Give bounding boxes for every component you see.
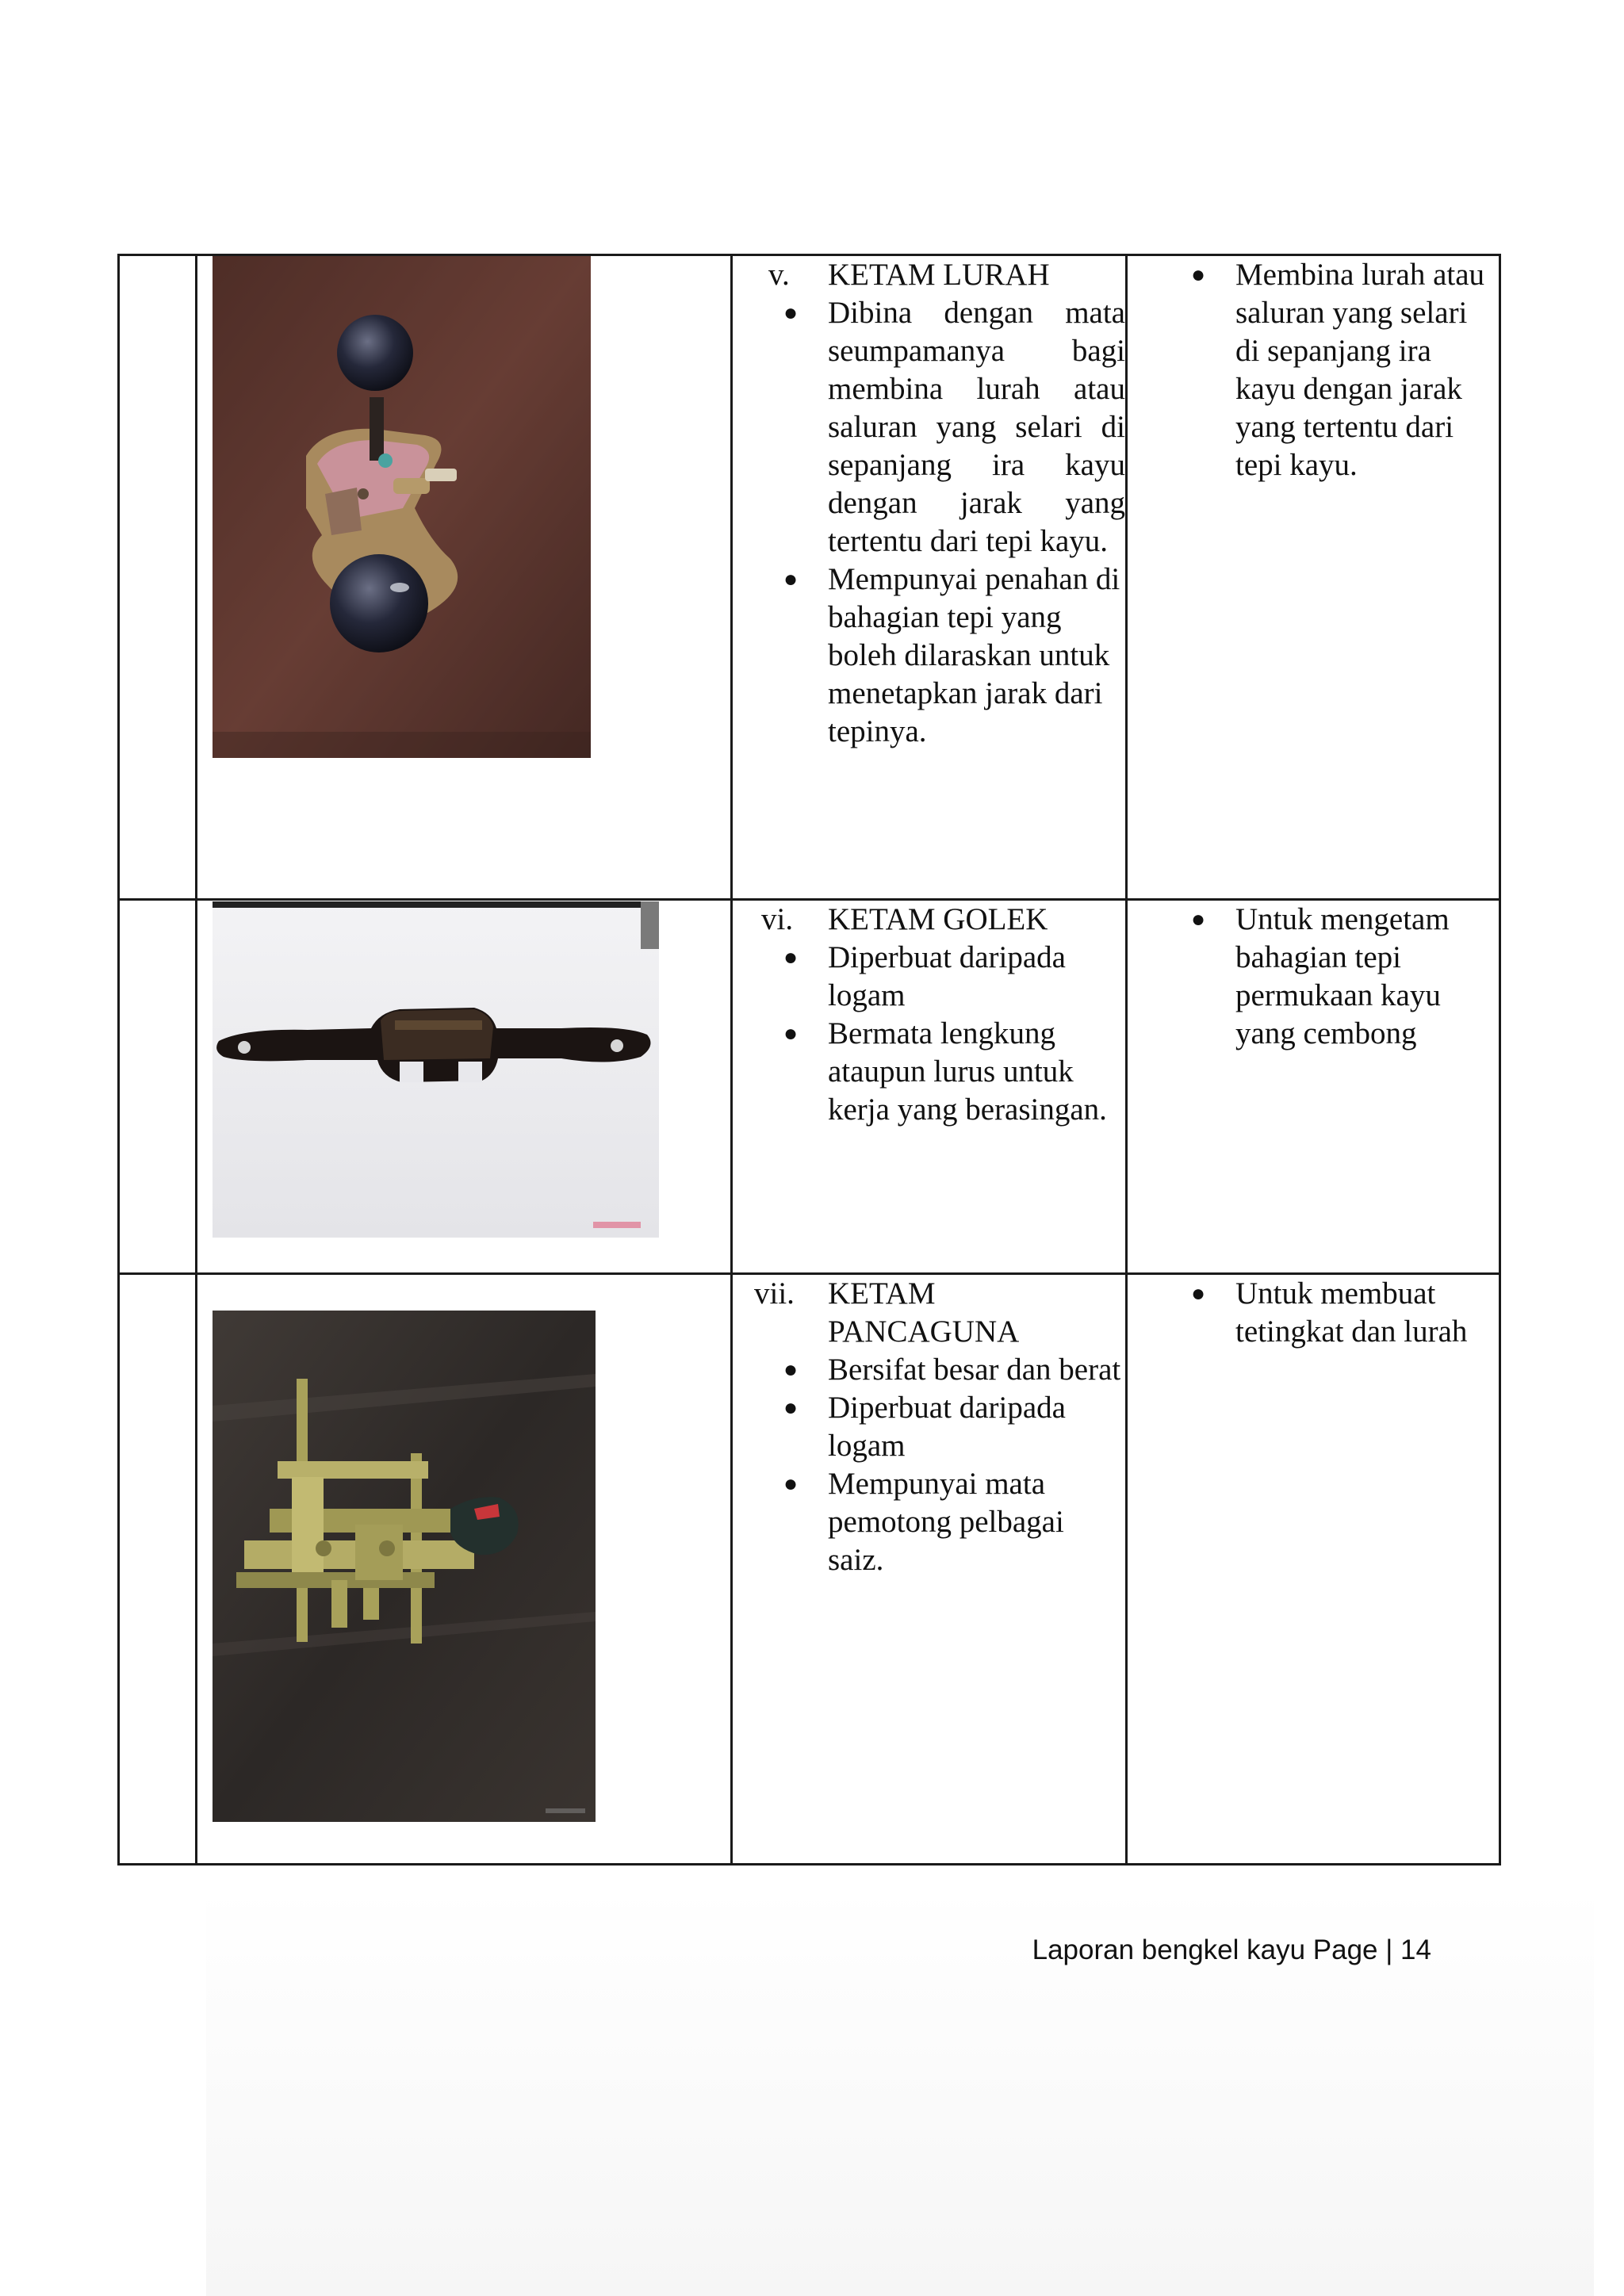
ketam-lurah-photo bbox=[213, 256, 591, 758]
list-item: ● Untuk membuat tetingkat dan lurah bbox=[1235, 1275, 1499, 1351]
list-item: ● Mempunyai mata pemotong pelbagai saiz. bbox=[828, 1465, 1125, 1579]
list-item: ● Membina lurah atau saluran yang selari di sepanjang ira kayu dengan jarak yang tertentu dari tepi kayu. bbox=[1235, 256, 1499, 484]
function-list bbox=[1128, 901, 1499, 1053]
function-cell bbox=[1127, 900, 1500, 1274]
tool-title: KETAM LURAH bbox=[828, 258, 1050, 292]
bullet-icon: ● bbox=[783, 1020, 799, 1047]
description-list bbox=[733, 939, 1125, 1129]
bullet-icon: ● bbox=[783, 300, 799, 326]
bullet-icon: ● bbox=[783, 1357, 799, 1383]
row-numeral: v. bbox=[768, 258, 790, 292]
table-row bbox=[119, 1274, 1500, 1865]
list-item: ● Untuk mengetam bahagian tepi permukaan kayu yang cembong bbox=[1235, 901, 1499, 1053]
bullet-icon: ● bbox=[1190, 1280, 1206, 1307]
image-cell bbox=[197, 1274, 732, 1865]
bullet-icon: ● bbox=[783, 566, 799, 592]
tool-title: KETAM GOLEK bbox=[828, 902, 1048, 936]
ketam-golek-photo bbox=[213, 901, 659, 1238]
list-item: ● Mempunyai penahan di bahagian tepi yang boleh dilaraskan untuk menetapkan jarak dari tepinya. bbox=[828, 561, 1125, 751]
bullet-icon: ● bbox=[1190, 906, 1206, 932]
list-item: ● Diperbuat daripada logam bbox=[828, 1389, 1125, 1465]
row-numeral: vi. bbox=[761, 902, 794, 936]
description-cell bbox=[732, 255, 1127, 900]
bullet-icon: ● bbox=[783, 1395, 799, 1421]
row-numeral: vii. bbox=[754, 1276, 795, 1311]
bullet-icon: ● bbox=[1190, 262, 1206, 288]
description-cell bbox=[732, 900, 1127, 1274]
function-cell bbox=[1127, 255, 1500, 900]
list-item: ● Dibina dengan mata seumpamanya bagi membina lurah atau saluran yang selari di sepanjang ira kayu dengan jarak yang tertentu dari tepi kayu. bbox=[828, 294, 1125, 561]
bullet-icon: ● bbox=[783, 944, 799, 970]
list-item: ● Bermata lengkung ataupun lurus untuk kerja yang berasingan. bbox=[828, 1015, 1125, 1129]
description-list bbox=[733, 294, 1125, 751]
index-cell bbox=[119, 900, 197, 1274]
description-cell bbox=[732, 1274, 1127, 1865]
image-cell bbox=[197, 900, 732, 1274]
list-item: ● Diperbuat daripada logam bbox=[828, 939, 1125, 1015]
function-list bbox=[1128, 256, 1499, 484]
index-cell bbox=[119, 1274, 197, 1865]
description-list bbox=[733, 1351, 1125, 1579]
ketam-pancaguna-photo bbox=[213, 1311, 596, 1822]
table-row bbox=[119, 900, 1500, 1274]
list-item: ● Bersifat besar dan berat bbox=[828, 1351, 1125, 1389]
function-list bbox=[1128, 1275, 1499, 1351]
tool-title: KETAM PANCAGUNA bbox=[828, 1276, 1020, 1349]
index-cell bbox=[119, 255, 197, 900]
table-row bbox=[119, 255, 1500, 900]
tools-table bbox=[117, 254, 1501, 1866]
function-cell bbox=[1127, 1274, 1500, 1865]
image-cell bbox=[197, 255, 732, 900]
page-footer: Laporan bengkel kayu Page | 14 bbox=[1032, 1934, 1431, 1965]
bullet-icon: ● bbox=[783, 1471, 799, 1497]
